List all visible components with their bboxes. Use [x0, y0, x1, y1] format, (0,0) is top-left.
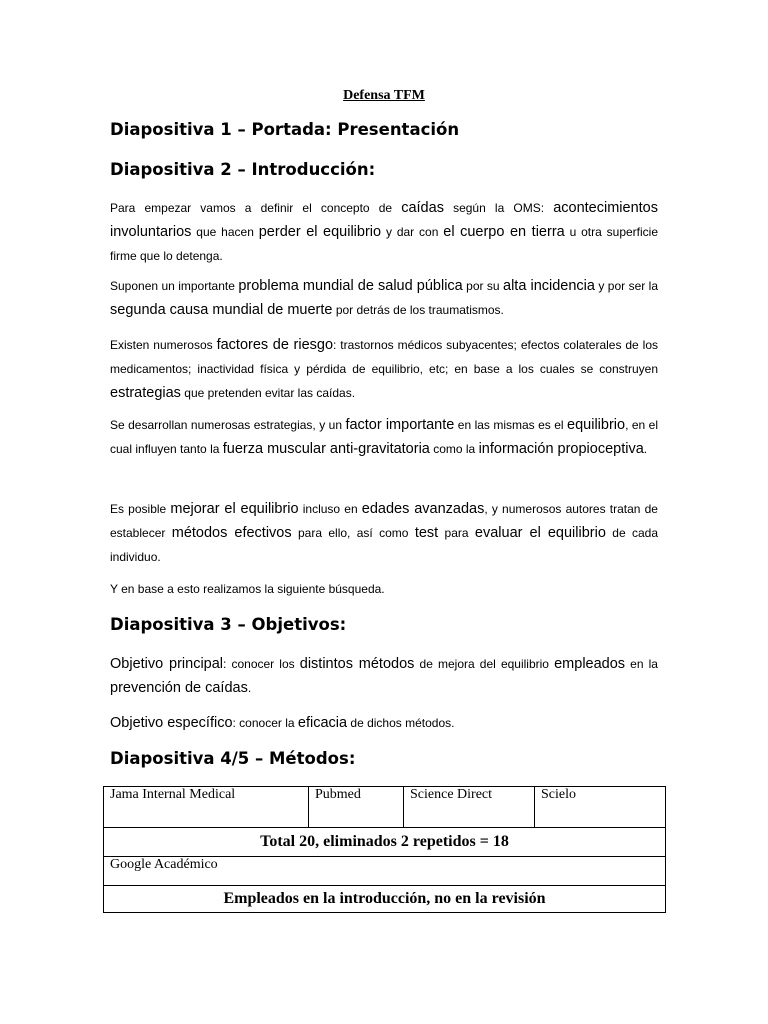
text-segment: Y en base a esto realizamos la siguiente búsqueda. — [110, 582, 385, 596]
text-segment: perder el equilibrio — [258, 224, 382, 240]
text-segment: Se desarrollan numerosas estrategias, y un — [110, 418, 346, 432]
text-segment: alta incidencia — [503, 278, 595, 294]
text-segment: segunda causa mundial de muerte — [110, 302, 333, 318]
text-segment: fuerza muscular anti-gravitatoria — [222, 441, 430, 457]
text-segment: , y numerosos autores tratan de establecer — [110, 502, 658, 540]
table-cell-extra-source: Google Académico — [104, 857, 666, 886]
text-segment: Para empezar vamos a definir el concepto de — [110, 201, 402, 215]
heading-slide-2: Diapositiva 2 – Introducción: — [110, 160, 376, 179]
text-segment: . — [643, 442, 648, 456]
text-segment: test — [414, 525, 439, 541]
text-segment: factores de riesgo — [216, 337, 334, 353]
paragraph-objective-specific — [110, 711, 658, 735]
text-segment: como la — [429, 442, 479, 456]
paragraph-intro-4 — [110, 413, 658, 461]
paragraph-intro-5 — [110, 497, 658, 569]
document-title: Defensa TFM — [343, 88, 425, 103]
table-row-total — [104, 828, 666, 857]
text-segment: Suponen un importante — [110, 279, 239, 293]
text-segment: Es posible — [110, 502, 171, 516]
table-cell-source: Scielo — [535, 787, 666, 828]
table-row-note — [104, 886, 666, 913]
text-segment: u otra superficie firme que lo detenga. — [110, 225, 659, 263]
methods-table — [103, 786, 666, 913]
paragraph-intro-1 — [110, 196, 658, 268]
text-segment: : conocer la — [232, 716, 298, 730]
text-segment: y por ser la — [594, 279, 658, 293]
paragraph-intro-3 — [110, 333, 658, 405]
text-segment: problema mundial de salud pública — [238, 278, 463, 294]
table-cell-note: Empleados en la introducción, no en la revisión — [104, 886, 666, 913]
text-segment: métodos efectivos — [171, 525, 292, 541]
text-segment: empleados — [554, 656, 626, 672]
text-segment: Objetivo específico — [110, 715, 233, 731]
text-segment: de mejora del equilibrio — [414, 657, 555, 671]
table-cell-source: Pubmed — [309, 787, 404, 828]
text-segment: en las mismas es el — [454, 418, 568, 432]
text-segment: , en el cual influyen tanto la — [110, 418, 658, 456]
text-segment: por detrás de los traumatismos. — [332, 303, 504, 317]
text-segment: mejorar el equilibrio — [170, 501, 299, 517]
text-segment: : trastornos médicos subyacentes; efectos colaterales de los medicamentos; inactividad física y pérdida de equilibrio, etc; en base a los cuales se construyen — [110, 338, 658, 376]
table-cell-total: Total 20, eliminados 2 repetidos = 18 — [104, 828, 666, 857]
text-segment: evaluar el equilibrio — [474, 525, 606, 541]
paragraph-intro-6 — [110, 577, 658, 601]
text-segment: edades avanzadas — [361, 501, 485, 517]
text-segment: caídas — [401, 200, 444, 216]
heading-slide-3: Diapositiva 3 – Objetivos: — [110, 615, 347, 634]
text-segment: en la — [625, 657, 658, 671]
text-segment: : conocer los — [223, 657, 300, 671]
text-segment: que hacen — [191, 225, 259, 239]
text-segment: para ello, así como — [291, 526, 415, 540]
text-segment: prevención de caídas — [110, 680, 248, 696]
heading-slide-1: Diapositiva 1 – Portada: Presentación — [110, 120, 460, 139]
text-segment: el cuerpo en tierra — [443, 224, 565, 240]
text-segment: de dichos métodos. — [347, 716, 455, 730]
text-segment: información propioceptiva — [478, 441, 644, 457]
paragraph-intro-2 — [110, 274, 658, 322]
heading-slide-4-5: Diapositiva 4/5 – Métodos: — [110, 749, 356, 768]
table-row-sources — [104, 787, 666, 828]
table-row-extra-source — [104, 857, 666, 886]
text-segment: eficacia — [297, 715, 348, 731]
paragraph-objective-main — [110, 652, 658, 700]
text-segment: por su — [462, 279, 503, 293]
text-segment: factor importante — [345, 417, 455, 433]
table-cell-source: Jama Internal Medical — [104, 787, 309, 828]
text-segment: que pretenden evitar las caídas. — [180, 386, 356, 400]
text-segment: equilibrio — [567, 417, 626, 433]
text-segment: de cada individuo. — [110, 526, 658, 564]
text-segment: Objetivo principal — [110, 656, 224, 672]
text-segment: para — [438, 526, 475, 540]
text-segment: distintos métodos — [299, 656, 415, 672]
text-segment: según la OMS: — [443, 201, 554, 215]
text-segment: Existen numerosos — [110, 338, 217, 352]
text-segment: y dar con — [381, 225, 444, 239]
text-segment: acontecimientos involuntarios — [110, 200, 658, 240]
text-segment: estrategias — [110, 385, 181, 401]
text-segment: incluso en — [298, 502, 362, 516]
text-segment: . — [247, 681, 252, 695]
table-cell-source: Science Direct — [404, 787, 535, 828]
